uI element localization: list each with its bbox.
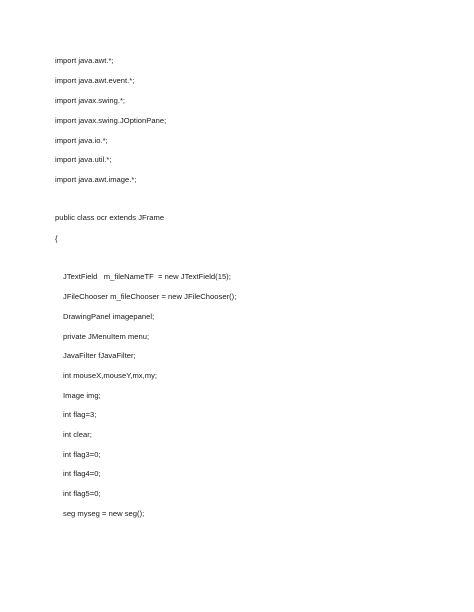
code-line-open-brace: { [55, 234, 58, 243]
code-line-javafilter: JavaFilter fJavaFilter; [63, 351, 136, 360]
code-line-import-joptionpane: import javax.swing.JOptionPane; [55, 116, 167, 125]
code-line-flag5: int flag5=0; [63, 489, 101, 498]
code-line-mouse-ints: int mouseX,mouseY,mx,my; [63, 371, 158, 380]
code-line-drawingpanel: DrawingPanel imagepanel; [63, 312, 155, 321]
code-line-seg: seg myseg = new seg(); [63, 509, 145, 518]
code-line-jfilechooser: JFileChooser m_fileChooser = new JFileChooser(); [63, 292, 237, 301]
code-line-flag4: int flag4=0; [63, 469, 101, 478]
code-line-class-declaration: public class ocr extends JFrame [55, 213, 165, 222]
code-line-import-awt-image: import java.awt.image.*; [55, 175, 137, 184]
code-line-import-awt-event: import java.awt.event.*; [55, 76, 135, 85]
code-line-import-swing: import javax.swing.*; [55, 96, 126, 105]
code-line-import-io: import java.io.*; [55, 136, 108, 145]
code-line-jtextfield: JTextField m_fileNameTF = new JTextField(15); [63, 272, 231, 281]
code-line-flag: int flag=3; [63, 410, 97, 419]
code-line-import-util: import java.util.*; [55, 155, 112, 164]
code-line-jmenuitem: private JMenuItem menu; [63, 332, 150, 341]
code-line-flag3: int flag3=0; [63, 450, 101, 459]
code-line-import-awt: import java.awt.*; [55, 56, 114, 65]
code-line-image-img: Image img; [63, 391, 101, 400]
code-line-clear: int clear; [63, 430, 92, 439]
